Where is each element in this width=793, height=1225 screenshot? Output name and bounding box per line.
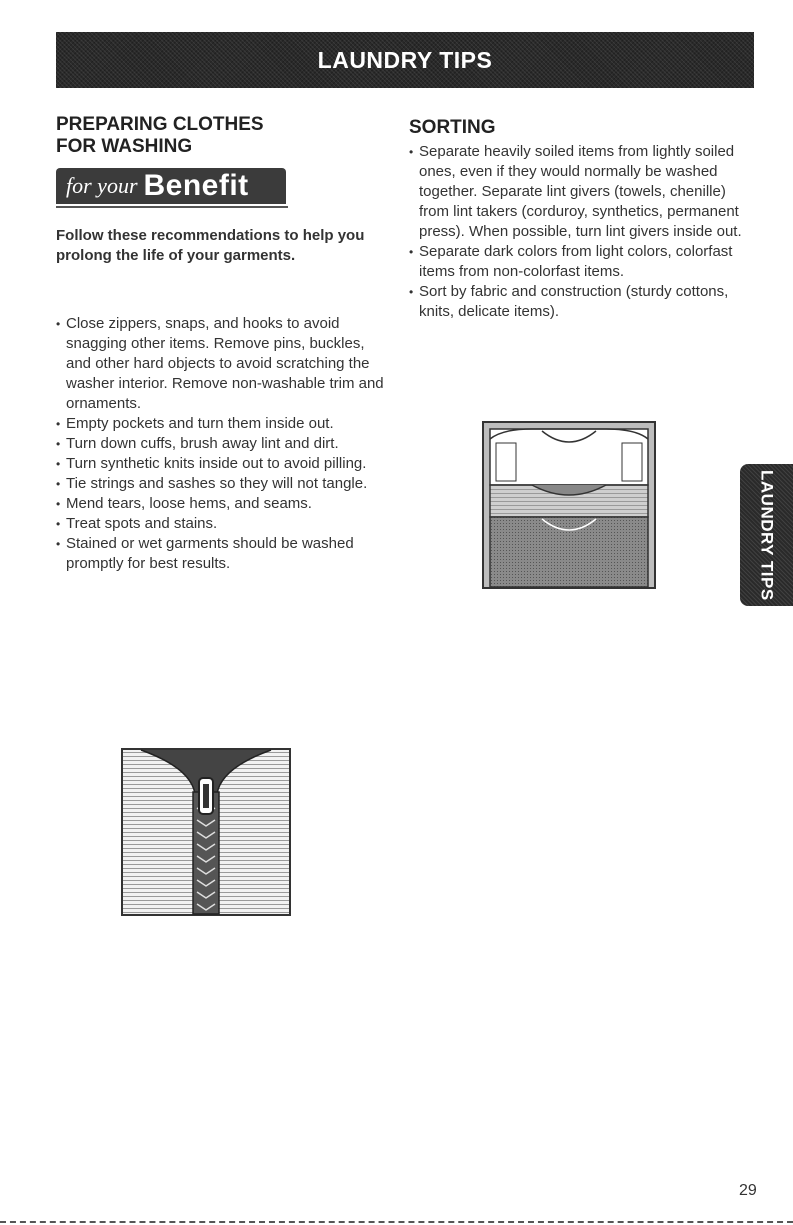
side-tab-label: LAUNDRY TIPS bbox=[757, 469, 777, 601]
list-item: • Tie strings and sashes so they will not tangle. bbox=[56, 474, 386, 494]
list-item: • Turn synthetic knits inside out to avoid pilling. bbox=[56, 454, 386, 474]
preparing-list bbox=[56, 314, 386, 574]
list-item: • Turn down cuffs, brush away lint and dirt. bbox=[56, 434, 386, 454]
side-tab bbox=[740, 464, 793, 606]
list-item: • Separate dark colors from light colors, colorfast items from non-colorfast items. bbox=[409, 242, 754, 282]
heading-line-1: PREPARING CLOTHES bbox=[56, 114, 264, 135]
list-item: • Close zippers, snaps, and hooks to avoid snagging other items. Remove pins, buckles, and other hard objects to avoid scratching the washer interior. Remove non-washable trim and ornaments. bbox=[56, 314, 386, 414]
for-your-benefit-badge bbox=[56, 168, 286, 204]
list-item: • Separate heavily soiled items from lightly soiled ones, even if they would normally be washed together. Separate lint givers (towels, chenille) from lint takers (corduroy, synthetics, permanent press). When possible, turn lint givers inside out. bbox=[409, 142, 754, 242]
folded-clothes-illustration bbox=[482, 421, 656, 589]
list-item: • Empty pockets and turn them inside out. bbox=[56, 414, 386, 434]
zipper-illustration bbox=[121, 748, 291, 916]
list-item: • Treat spots and stains. bbox=[56, 514, 386, 534]
sorting-list bbox=[409, 142, 754, 322]
benefit-small-text: for your bbox=[66, 173, 138, 198]
heading-line-2: FOR WASHING bbox=[56, 136, 193, 157]
page-number: 29 bbox=[739, 1182, 757, 1199]
list-item: • Mend tears, loose hems, and seams. bbox=[56, 494, 386, 514]
banner-title: LAUNDRY TIPS bbox=[317, 46, 493, 73]
sorting-heading: SORTING bbox=[409, 117, 496, 138]
benefit-underline bbox=[56, 206, 288, 208]
section-banner bbox=[56, 32, 754, 88]
bottom-divider bbox=[0, 1221, 793, 1223]
list-item: • Sort by fabric and construction (sturdy cottons, knits, delicate items). bbox=[409, 282, 754, 322]
intro-text: Follow these recommendations to help you prolong the life of your garments. bbox=[56, 227, 365, 264]
preparing-heading bbox=[56, 114, 386, 158]
benefit-big-text: Benefit bbox=[143, 169, 249, 202]
list-item: • Stained or wet garments should be washed promptly for best results. bbox=[56, 534, 386, 574]
